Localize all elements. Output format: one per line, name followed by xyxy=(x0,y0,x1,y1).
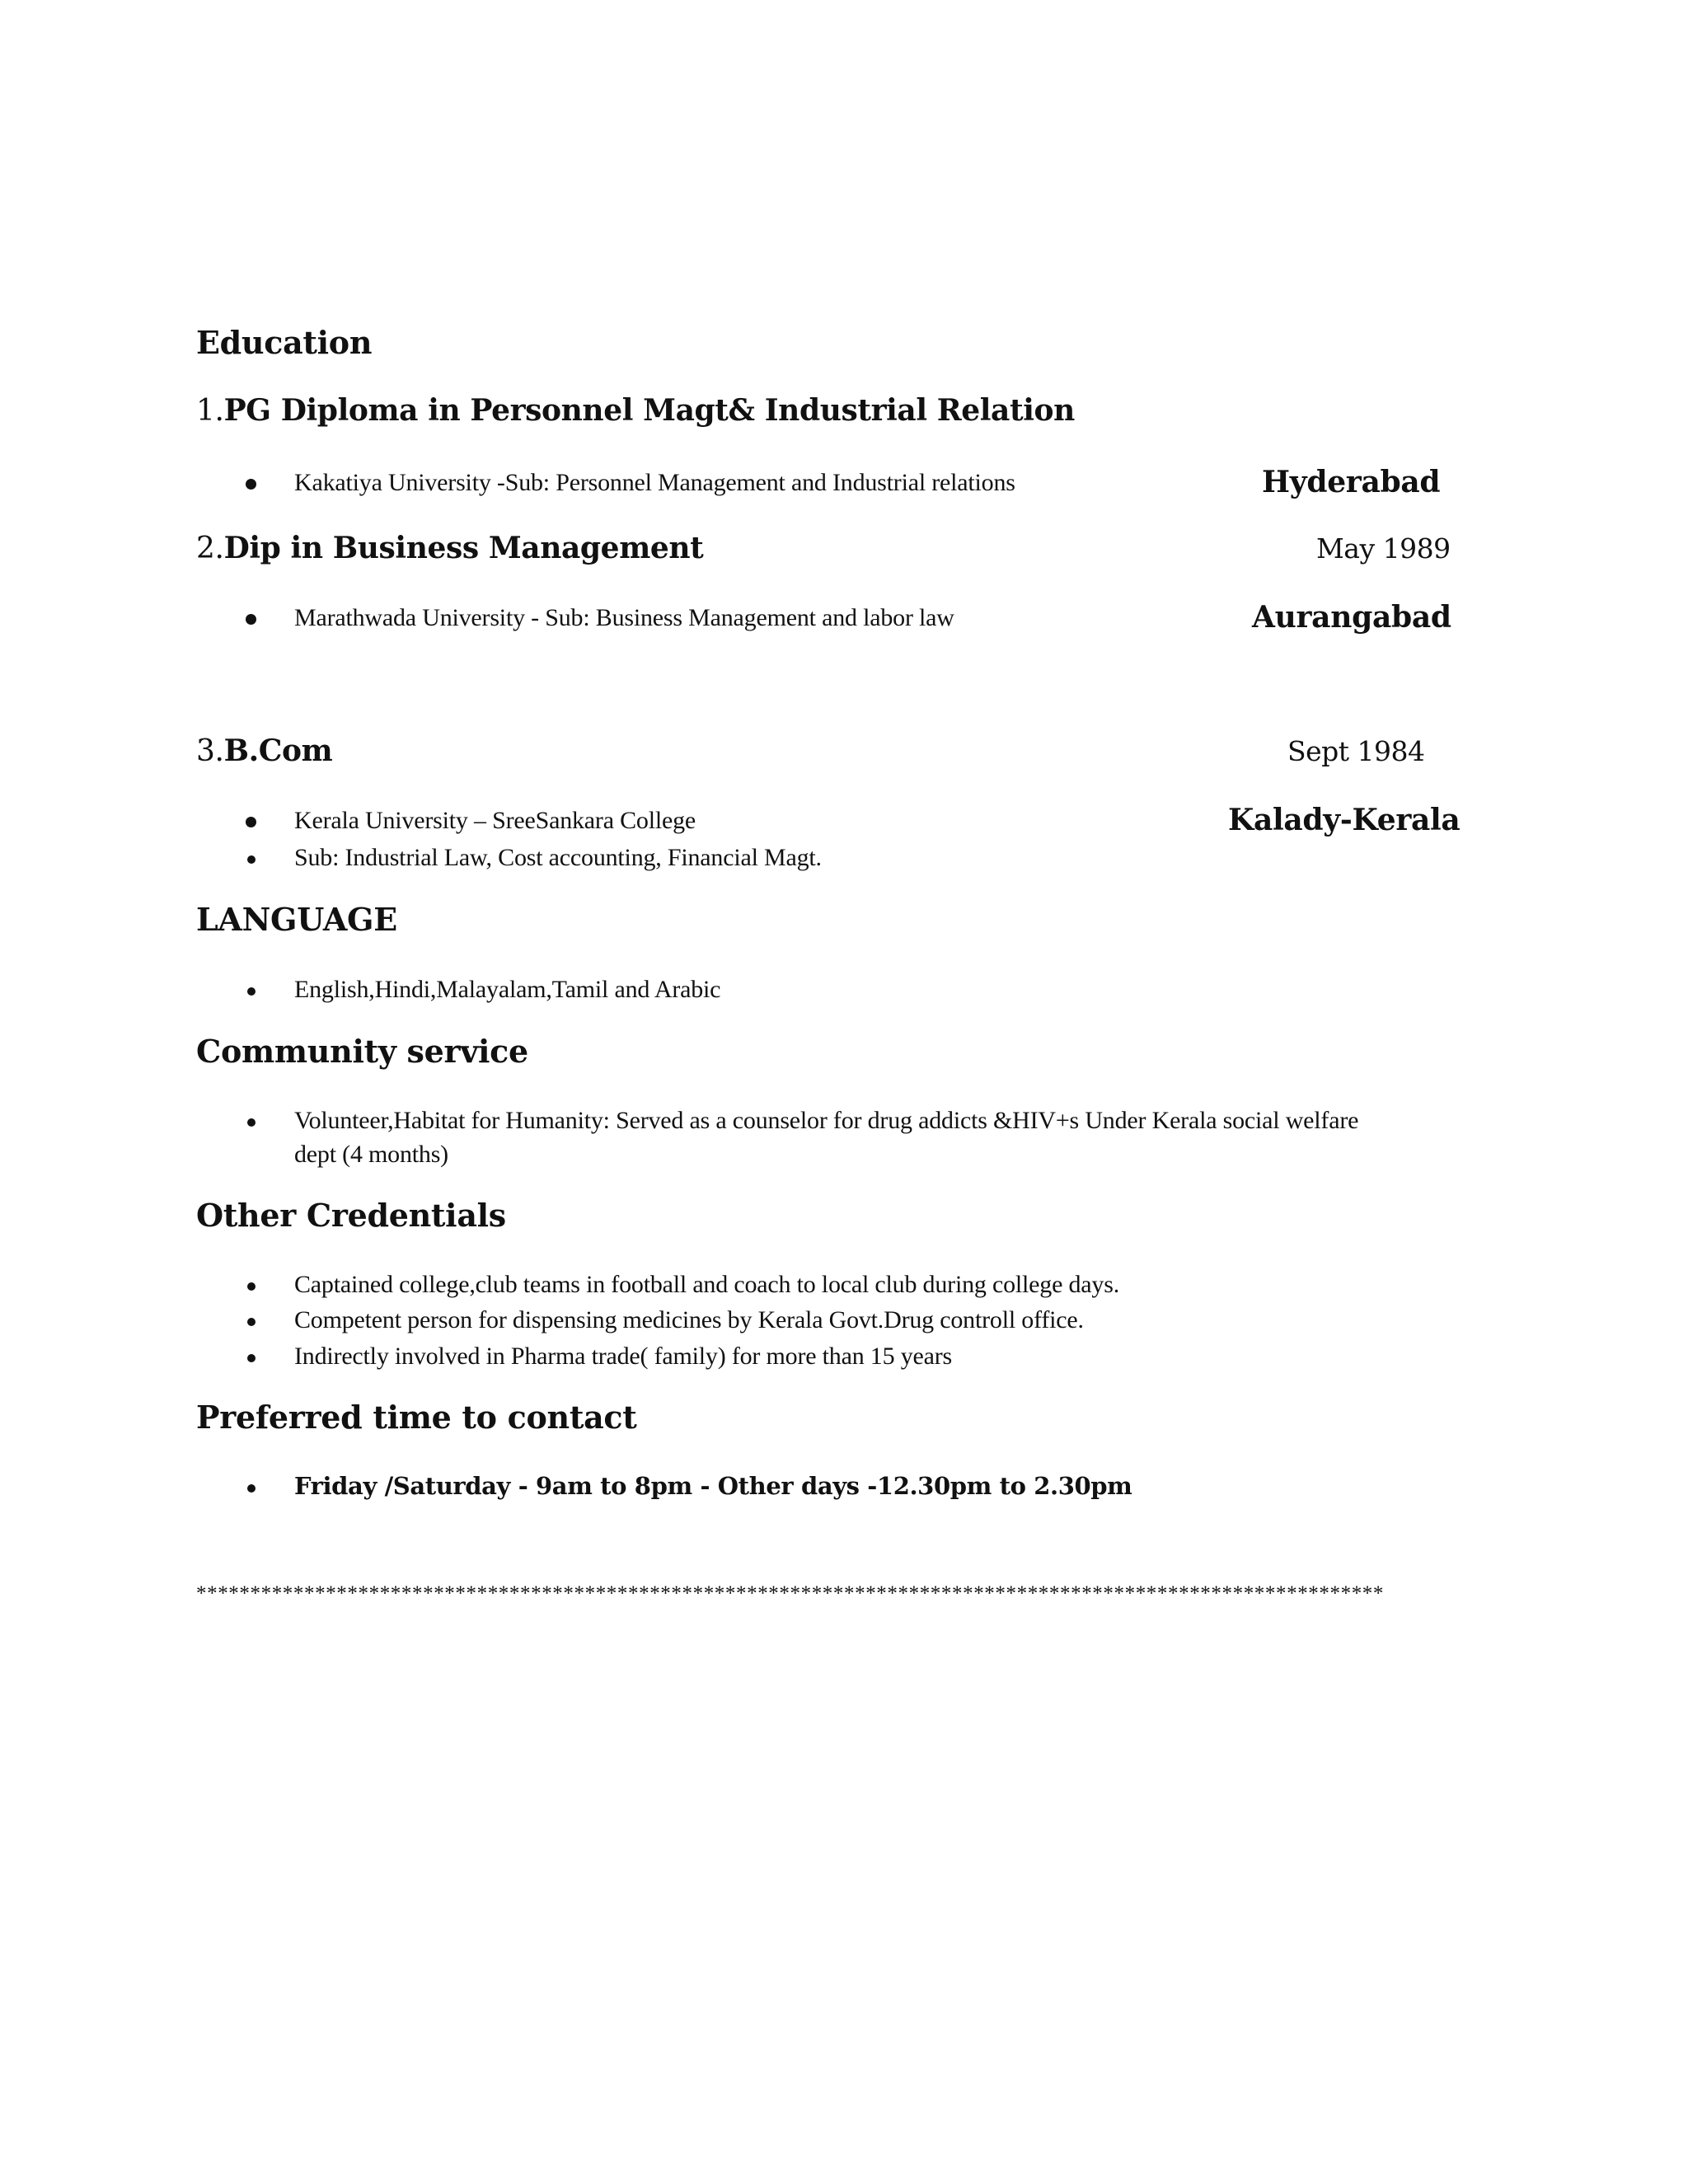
credential-item-2: Competent person for dispensing medicines by Kerala Govt.Drug controll office. xyxy=(294,1306,1084,1333)
bullet-icon xyxy=(247,1282,256,1291)
degree-3-title-line xyxy=(196,733,332,768)
degree-3-title: B.Com xyxy=(223,733,333,768)
bullet-icon xyxy=(247,1118,256,1127)
degree-2-date: May 1989 xyxy=(1316,532,1451,565)
degree-3-detail-2: Sub: Industrial Law, Cost accounting, Financial Magt. xyxy=(294,844,822,871)
education-heading: Education xyxy=(196,324,373,361)
bullet-icon xyxy=(246,479,256,490)
contact-heading: Preferred time to contact xyxy=(196,1399,637,1436)
bullet-icon xyxy=(246,614,256,625)
bullet-icon xyxy=(247,1354,256,1362)
degree-2-title-line xyxy=(196,531,703,565)
degree-1-detail: Kakatiya University -Sub: Personnel Management and Industrial relations xyxy=(294,469,1015,496)
degree-2-detail: Marathwada University - Sub: Business Management and labor law xyxy=(294,604,954,631)
footer-separator: ************************************************************************************************************** xyxy=(196,1582,1384,1605)
bullet-icon xyxy=(247,1484,256,1493)
degree-1-title: PG Diploma in Personnel Magt& Industrial Relation xyxy=(223,393,1075,428)
language-heading: LANGUAGE xyxy=(196,901,397,938)
degree-3-city: Kalady-Kerala xyxy=(1228,803,1461,837)
degree-1-title-line xyxy=(196,393,1075,428)
degree-3-detail-1: Kerala University – SreeSankara College xyxy=(294,807,696,834)
bullet-icon xyxy=(246,817,256,827)
credential-item-3: Indirectly involved in Pharma trade( family) for more than 15 years xyxy=(294,1343,952,1370)
bullet-icon xyxy=(247,1318,256,1326)
community-item-line-2: dept (4 months) xyxy=(294,1141,448,1168)
language-item: English,Hindi,Malayalam,Tamil and Arabic xyxy=(294,976,721,1003)
degree-2-number: 2. xyxy=(196,532,224,565)
degree-2-city: Aurangabad xyxy=(1252,600,1451,635)
bullet-icon xyxy=(247,987,256,996)
degree-3-date: Sept 1984 xyxy=(1287,735,1425,767)
credential-item-1: Captained college,club teams in football and coach to local club during college days. xyxy=(294,1271,1119,1298)
degree-3-number: 3. xyxy=(196,734,224,768)
degree-1-number: 1. xyxy=(196,394,224,428)
contact-item: Friday /Saturday - 9am to 8pm - Other days -12.30pm to 2.30pm xyxy=(294,1472,1132,1500)
community-item-line-1: Volunteer,Habitat for Humanity: Served as a counselor for drug addicts &HIV+s Under Kerala social welfare xyxy=(294,1107,1359,1134)
community-heading: Community service xyxy=(196,1033,528,1070)
bullet-icon xyxy=(247,855,256,864)
credentials-heading: Other Credentials xyxy=(196,1197,506,1234)
degree-2-title: Dip in Business Management xyxy=(223,531,704,565)
degree-1-city: Hyderabad xyxy=(1262,465,1441,499)
